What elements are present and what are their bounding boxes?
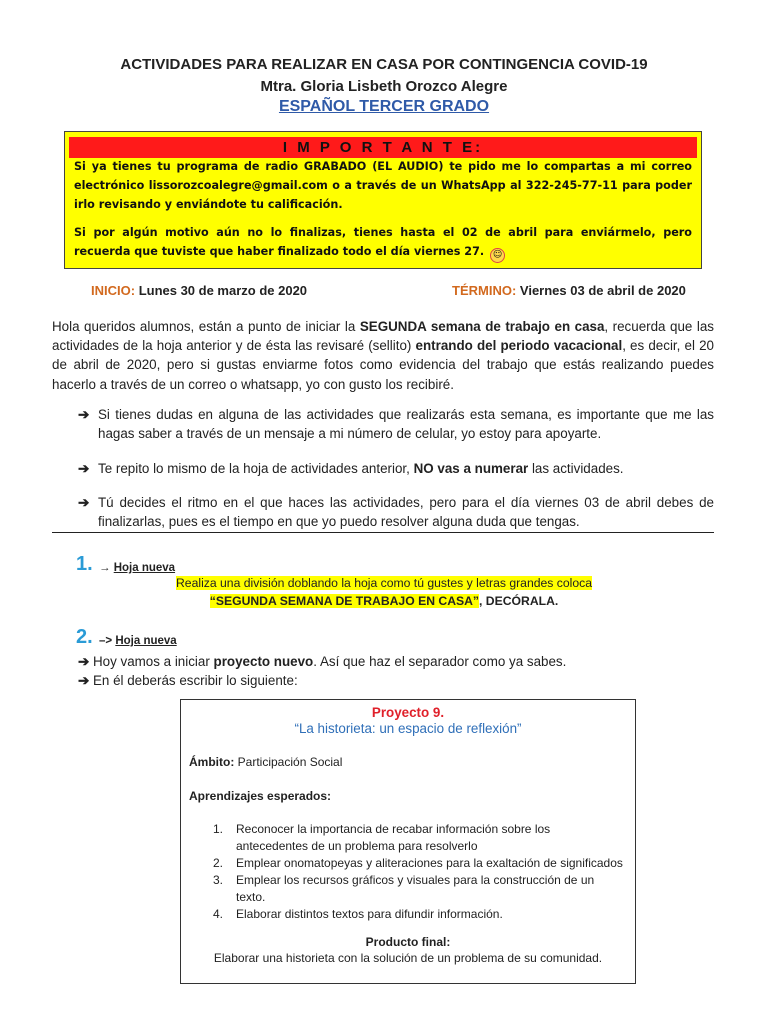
arrow-right-icon: ➔	[78, 673, 90, 688]
aprendizajes-label: Aprendizajes esperados:	[189, 789, 332, 803]
importante-title: I M P O R T A N T E:	[69, 137, 697, 158]
list-item-text: Emplear los recursos gráficos y visuales para la construcción de un texto.	[236, 873, 595, 904]
importante-box	[64, 131, 702, 269]
intro-text-e: , es decir, el 20 de abril de 2020, pero si gustas enviarme fotos como evidencia del trabajo que estás realizando puedes hacerlo a través de un correo o whatsapp, yo con gusto los recibiré.	[52, 338, 714, 392]
step-2-item-1-b: proyecto nuevo	[213, 654, 314, 669]
step-2-item-1	[78, 652, 566, 671]
arrow-right-icon: –>	[99, 635, 113, 647]
step-2-label-text: Hoja nueva	[115, 635, 177, 647]
arrow-right-icon: ➔	[78, 495, 90, 510]
intro-text-c: , recuerda que las actividades de la hoja anterior y de ésta las revisaré (sellito)	[52, 319, 714, 354]
intro-text-a: Hola queridos alumnos, están a punto de iniciar la	[52, 319, 360, 334]
step-2-item-1-a: Hoy vamos a iniciar	[92, 654, 214, 669]
list-item-number: 4.	[213, 907, 224, 921]
producto-final-label: Producto final:	[365, 935, 451, 949]
project-title: Proyecto 9.	[371, 705, 445, 720]
list-item-number: 3.	[213, 873, 224, 887]
arrow-right-icon: ➔	[78, 461, 90, 476]
bullet-item-3	[78, 493, 714, 531]
end-date	[452, 283, 686, 298]
arrow-right-icon: ➔	[78, 407, 90, 422]
aprendizajes-list	[213, 821, 623, 923]
step-1-number: 1.	[76, 553, 93, 575]
subject-title: ESPAÑOL TERCER GRADO	[278, 98, 490, 115]
ambito-label: Ámbito:	[189, 755, 235, 769]
project-box	[180, 699, 636, 984]
project-subtitle: “La historieta: un espacio de reflexión”	[294, 721, 522, 736]
step-2-item-1-c: . Así que haz el separador como ya sabes.	[313, 654, 567, 669]
step-2-item-2	[78, 671, 298, 690]
smile-icon: ☺	[490, 248, 505, 263]
end-date-value: Viernes 03 de abril de 2020	[519, 283, 686, 298]
end-date-label: TÉRMINO:	[452, 283, 517, 298]
divider	[52, 532, 714, 533]
step-1-line-2-highlight: “SEGUNDA SEMANA DE TRABAJO EN CASA”	[209, 594, 480, 608]
list-item-text: Reconocer la importancia de recabar información sobre los antecedentes de un problema para resolverlo	[236, 822, 551, 853]
importante-paragraph-1: Si ya tienes tu programa de radio GRABADO (EL AUDIO) te pido me lo compartas a mi correo electrónico lissorozcoalegre@gmail.com o a través de un WhatsApp al 322-245-77-11 para poder irlo revisando y enviándote tu calificación.	[74, 160, 692, 211]
bullet-item-2	[78, 459, 714, 478]
teacher-name: Mtra. Gloria Lisbeth Orozco Alegre	[260, 78, 508, 95]
bullet-text-2	[98, 459, 714, 478]
bullet-2-c: las actividades.	[528, 461, 624, 476]
producto-final-text: Elaborar una historieta con la solución de un problema de su comunidad.	[213, 951, 603, 965]
step-2-number: 2.	[76, 626, 93, 648]
start-date-label: INICIO:	[91, 283, 136, 298]
intro-text-d: entrando del periodo vacacional	[415, 338, 623, 354]
intro-text-b: SEGUNDA semana de trabajo en casa	[359, 319, 605, 334]
step-1-line-2	[0, 594, 768, 608]
importante-paragraph-2	[74, 223, 692, 263]
ambito-value: Participación Social	[234, 755, 343, 769]
step-1-label	[99, 562, 175, 574]
start-date	[91, 283, 307, 298]
bullet-2-a: Te repito lo mismo de la hoja de actividades anterior,	[98, 461, 414, 476]
step-1-label-text: Hoja nueva	[113, 562, 176, 574]
importante-paragraph-2-text: Si por algún motivo aún no lo finalizas, tienes hasta el 02 de abril para enviármelo, pero recuerda que tuviste que haber finalizado todo el día viernes 27.	[74, 226, 692, 258]
project-ambito	[189, 755, 342, 769]
start-date-value: Lunes 30 de marzo de 2020	[138, 283, 308, 298]
step-1-line-2-rest: , DECÓRALA.	[479, 594, 559, 608]
bullet-text-1: Si tienes dudas en alguna de las actividades que realizarás esta semana, es importante que me las hagas saber a través de un mensaje a mi número de celular, yo estoy para apoyarte.	[98, 407, 714, 442]
bullet-text-3: Tú decides el ritmo en el que haces las actividades, pero para el día viernes 03 de abril debes de finalizarlas, pues es el tiempo en que yo puedo resolver alguna duda que tengas.	[98, 495, 714, 530]
bullet-2-b: NO vas a numerar	[413, 461, 529, 476]
step-1-line-1	[0, 576, 768, 590]
list-item-text: Elaborar distintos textos para difundir información.	[236, 907, 503, 921]
arrow-right-icon: →	[99, 562, 111, 574]
step-1-line-1-text: Realiza una división doblando la hoja como tú gustes y letras grandes coloca	[176, 576, 592, 590]
step-2-label	[99, 635, 177, 647]
list-item-text: Emplear onomatopeyas y aliteraciones para la exaltación de significados	[236, 856, 623, 870]
bullet-item-1	[78, 405, 714, 443]
arrow-right-icon: ➔	[78, 654, 90, 669]
list-item	[213, 906, 623, 923]
list-item	[213, 821, 623, 855]
list-item-number: 2.	[213, 856, 224, 870]
list-item	[213, 855, 623, 872]
step-2-item-2-text: En él deberás escribir lo siguiente:	[92, 673, 298, 688]
list-item-number: 1.	[213, 822, 224, 836]
intro-paragraph	[52, 317, 714, 394]
document-title: ACTIVIDADES PARA REALIZAR EN CASA POR CONTINGENCIA COVID-19	[120, 56, 648, 73]
list-item	[213, 872, 623, 906]
